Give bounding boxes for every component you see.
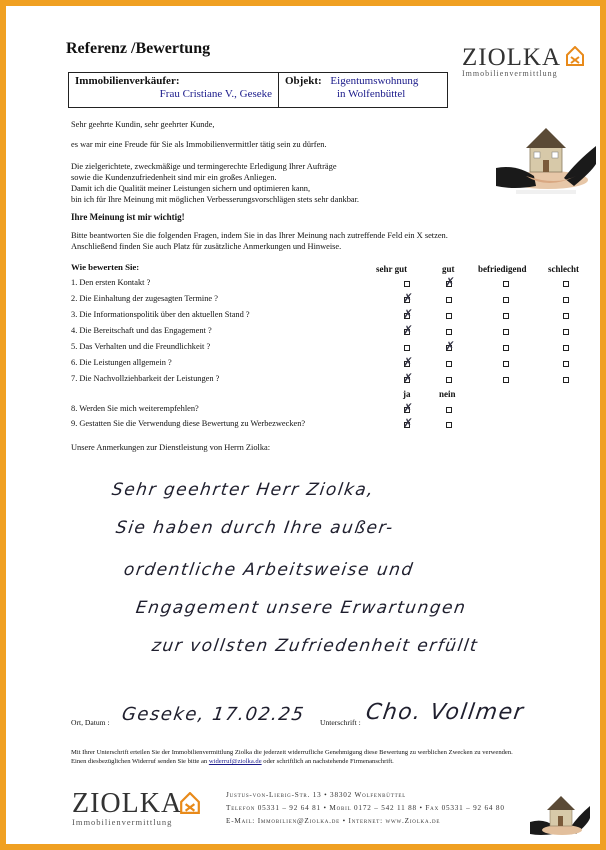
rating-checkbox[interactable] (446, 329, 452, 335)
rating-question: 6. Die Leistungen allgemein ? (71, 358, 172, 367)
paragraph-2-line-4: bin ich für Ihre Meinung mit möglichen Verbesserungsvorschlägen stets sehr dankbar. (71, 195, 360, 204)
paragraph-3 (71, 230, 448, 252)
rating-checkbox[interactable] (446, 297, 452, 303)
checkmark-icon: ✗ (403, 291, 414, 305)
handwritten-line-3: ordentliche Arbeitsweise und (122, 560, 416, 580)
important-heading: Ihre Meinung ist mir wichtig! (71, 212, 185, 222)
company-logo-bottom (72, 788, 212, 827)
rating-checkbox[interactable] (503, 377, 509, 383)
object-label: Objekt: (285, 75, 322, 87)
handwritten-line-5: zur vollsten Zufriedenheit erfüllt (150, 636, 480, 656)
company-logo-top (462, 44, 592, 78)
house-logo-icon (180, 792, 200, 814)
rating-question: 1. Den ersten Kontakt ? (71, 278, 151, 287)
object-cell (279, 73, 447, 107)
column-no: nein (439, 389, 456, 399)
checkmark-icon: ✗ (445, 339, 456, 353)
consent-text-b: oder schriftlich an nachstehende Firmenanschrift. (261, 758, 394, 765)
rating-checkbox[interactable] (563, 297, 569, 303)
hands-house-illustration (496, 106, 596, 196)
seller-value: Frau Cristiane V., Geseke (159, 88, 272, 100)
checkmark-icon: ✗ (403, 355, 414, 369)
rating-checkbox[interactable] (563, 313, 569, 319)
seller-cell (69, 73, 279, 107)
checkmark-icon: ✗ (403, 401, 414, 415)
column-very-good: sehr gut (376, 264, 408, 274)
rating-question: 2. Die Einhaltung der zugesagten Termine ? (71, 294, 218, 303)
paragraph-2-line-3: Damit ich die Qualität meiner Leistungen sichern und optimieren kann, (71, 184, 311, 193)
consent-line-1: Mit Ihrer Unterschrift erteilen Sie der Immobilienvermittlung Ziolka die jederzeit widerrufliche Genehmigung diese Bewertung zu werblichen Zwecken zu verwenden. (71, 749, 513, 756)
yes-no-question: 9. Gestatten Sie die Verwendung diese Bewertung zu Werbezwecken? (71, 419, 306, 428)
paragraph-2-line-2: sowie die Kundenzufriedenheit sind mir ein großes Anliegen. (71, 173, 277, 182)
consent-line-2 (71, 757, 591, 766)
house-logo-icon (566, 46, 584, 66)
handwritten-line-2: Sie haben durch Ihre außer- (114, 518, 396, 538)
logo-subtitle: Immobilienvermittlung (462, 69, 558, 78)
remarks-label: Unsere Anmerkungen zur Dienstleistung von Herrn Ziolka: (71, 443, 271, 452)
consent-text-a: Einen diesbezüglichen Widerruf senden Sie bitte an (71, 758, 209, 765)
rating-checkbox[interactable] (563, 329, 569, 335)
paragraph-2-line-1: Die zielgerichtete, zweckmäßige und termingerechte Erledigung Ihrer Aufträge (71, 162, 337, 171)
rating-checkbox[interactable] (503, 297, 509, 303)
address-line-3: E-Mail: Immobilien@Ziolka.de • Internet: www.Ziolka.de (226, 817, 441, 825)
logo-wordmark-bottom: ZIOLKA (72, 788, 183, 819)
rating-checkbox[interactable] (446, 313, 452, 319)
consent-note (71, 748, 591, 766)
paragraph-3-line-1: Bitte beantworten Sie die folgenden Fragen, indem Sie in das Ihrer Meinung nach zutreffende Feld ein X setzen. (71, 231, 448, 240)
signature-label: Unterschrift : (320, 718, 361, 727)
company-address (226, 789, 505, 828)
hands-house-small-illustration (530, 782, 590, 838)
checkmark-icon: ✗ (403, 416, 414, 430)
page-title: Referenz /Bewertung (66, 40, 211, 57)
rating-question: 3. Die Informationspolitik über den aktuellen Stand ? (71, 310, 250, 319)
handwritten-line-4: Engagement unsere Erwartungen (134, 598, 468, 618)
column-poor: schlecht (548, 264, 579, 274)
rating-checkbox[interactable] (503, 313, 509, 319)
address-line-1: Justus-von-Liebig-Str. 13 • 38302 Wolfenbüttel (226, 791, 407, 799)
rating-checkbox[interactable] (563, 281, 569, 287)
revocation-email-link[interactable]: widerruf@ziolka.de (208, 758, 262, 765)
checkmark-icon: ✗ (403, 323, 414, 337)
paragraph-2 (71, 161, 359, 205)
place-date-value: Geseke, 17.02.25 (120, 704, 307, 725)
checkmark-icon: ✗ (403, 371, 414, 385)
rating-checkbox[interactable] (503, 345, 509, 351)
column-yes: ja (403, 389, 411, 399)
yes-no-question: 8. Werden Sie mich weiterempfehlen? (71, 404, 199, 413)
paragraph-1: es war mir eine Freude für Sie als Immobilienvermittler tätig sein zu dürfen. (71, 140, 327, 149)
place-date-label: Ort, Datum : (71, 718, 110, 727)
rating-checkbox[interactable] (503, 281, 509, 287)
paragraph-3-line-2: Anschließend finden Sie auch Platz für zusätzliche Anmerkungen und Hinweise. (71, 242, 342, 251)
checkmark-icon: ✗ (403, 307, 414, 321)
address-line-2: Telefon 05331 – 92 64 81 • Mobil 0172 – 542 11 88 • Fax 05331 – 92 64 80 (226, 804, 505, 812)
logo-wordmark: ZIOLKA (462, 44, 562, 71)
info-box (68, 72, 448, 108)
rating-question: 5. Das Verhalten und die Freundlichkeit ? (71, 342, 211, 351)
rating-checkbox[interactable] (404, 345, 410, 351)
rating-checkbox[interactable] (446, 361, 452, 367)
signature-value: Cho. Vollmer (364, 700, 526, 725)
column-satisfactory: befriedigend (478, 264, 527, 274)
logo-subtitle-bottom: Immobilienvermittlung (72, 817, 173, 827)
rating-checkbox[interactable] (503, 329, 509, 335)
checkmark-icon: ✗ (445, 275, 456, 289)
rating-question: 7. Die Nachvollziehbarkeit der Leistungen ? (71, 374, 220, 383)
column-good: gut (442, 264, 455, 274)
rating-checkbox[interactable] (563, 345, 569, 351)
rating-checkbox[interactable] (446, 377, 452, 383)
rating-checkbox[interactable] (563, 377, 569, 383)
rating-heading: Wie bewerten Sie: (71, 262, 140, 272)
rating-checkbox[interactable] (563, 361, 569, 367)
object-value-2: in Wolfenbüttel (337, 88, 406, 100)
handwritten-line-1: Sehr geehrter Herr Ziolka, (110, 480, 376, 500)
seller-label: Immobilienverkäufer: (75, 75, 180, 87)
greeting: Sehr geehrte Kundin, sehr geehrter Kunde, (71, 120, 215, 129)
rating-checkbox[interactable] (503, 361, 509, 367)
yes-no-checkbox[interactable] (446, 422, 452, 428)
rating-question: 4. Die Bereitschaft und das Engagement ? (71, 326, 212, 335)
yes-no-checkbox[interactable] (446, 407, 452, 413)
rating-checkbox[interactable] (404, 281, 410, 287)
object-value-1: Eigentumswohnung (330, 75, 419, 87)
